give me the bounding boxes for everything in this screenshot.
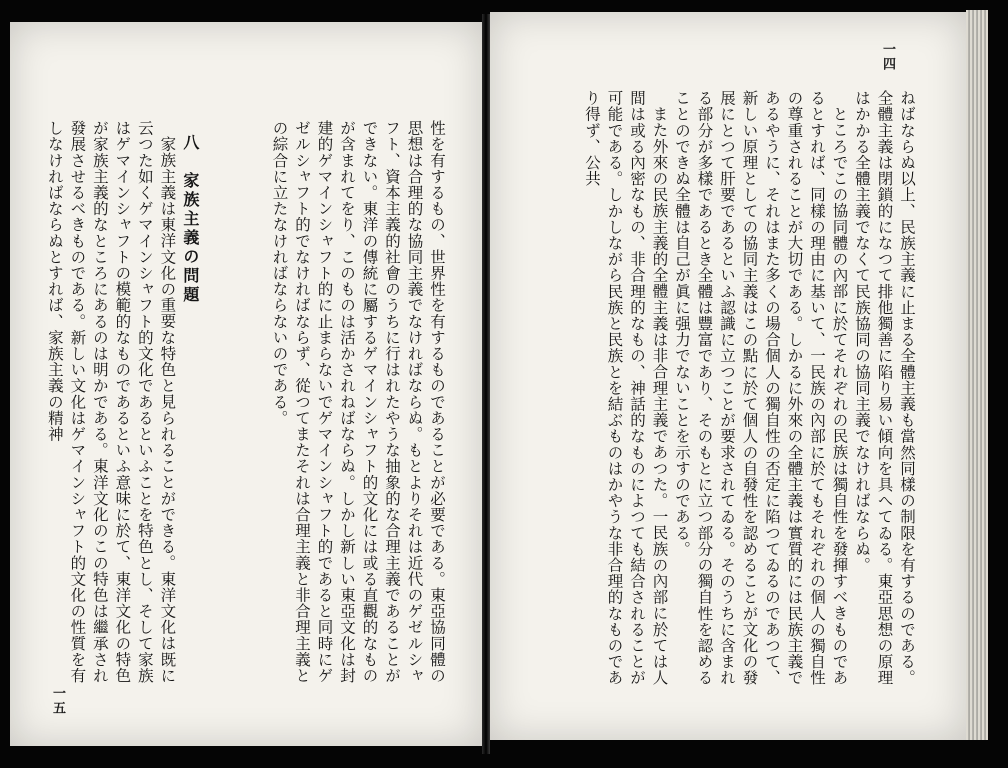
left-page-text [43,120,448,692]
right-paragraph-1: ねばならぬ以上、民族主義に止まる全體主義も當然同樣の制限を有するのである。全體主義は閉鎖的になつて排他獨善に陷り易い傾向を具へてゐる。東亞思想の原理はかかる全體主義でなくて民族協同の協同主義でなければならぬ。 [853,90,916,686]
book-gutter [482,14,490,754]
right-paragraph-2: ところでこの協同體の內部に於てそれぞれの民族は獨自性を發揮すべきものであるとすれば、同樣の理由に基いて、一民族の內部に於てもそれぞれの個人の獨自性の尊重されることが大切である。しかるに外來の全體主義は實質的には民族主義であるやうに、それはまた多くの場合個人の獨自性の否定に陷つてゐるのであつて、新しい原理としての協同主義はこの點に於て個人の自發性を認めることが文化の發展にとつて肝要であるといふ認識に立つことが要求されてゐる。そのうちに含まれる部分が多樣であるとき全體は豐富であり、そのもとに立つ部分の獨自性を認めることのできぬ全體は自己が眞に强力でないことを示すのである。 [673,90,849,686]
right-page-text [581,90,919,690]
left-page [10,22,482,746]
left-paragraph-2: 家族主義は東洋文化の重要な特色と見られることができる。東洋文化は既に云つた如くゲマインシャフト的文化であるといふことを特色とし、そして家族はゲマインシャフトの模範的なものであるといふ意味に於て、東洋文化の特色が家族主義的なところにあるのは明かである。東洋文化のこの特色は繼承され發展させるべきものである。新しい文化はゲマインシャフト的文化の性質を有しなければならぬとすれば、家族主義の精神 [45,120,177,684]
right-paragraph-3: また外來の民族主義的全體主義は非合理主義であつた。一民族の內部に於ては人間は或る內密なもの、非合理的なもの、神話的なものによつても結合されることが可能である。しかしながら民族と民族とを結ぶものはかやうな非合理的なものであり得ず、公共 [583,90,669,686]
right-page-number: 一四 [880,42,895,72]
page-edges [966,10,988,740]
section-heading: 八 家族主義の問題 [180,134,200,305]
left-paragraph-1: 性を有するもの、世界性を有するものであることが必要である。東亞協同體の思想は合理的な協同主義でなければならぬ。もとよりそれは近代のゲゼルシャフト、資本主義的社會のうちに行はれたやうな抽象的な合理主義であることができない。東洋の傳統に屬するゲマインシャフト的文化には或る直觀的なものが含まれてをり、このものは活かされねばならぬ。しかし新しい東亞文化は封建的ゲマインシャフト的に止まらないでゲマインシャフト的であると同時にゲゼルシャフト的でなければならず、從つてまたそれは合理主義と非合理主義との綜合に立たなければならないのである。 [270,120,446,684]
left-page-number: 一五 [50,686,65,716]
right-page [490,12,966,740]
